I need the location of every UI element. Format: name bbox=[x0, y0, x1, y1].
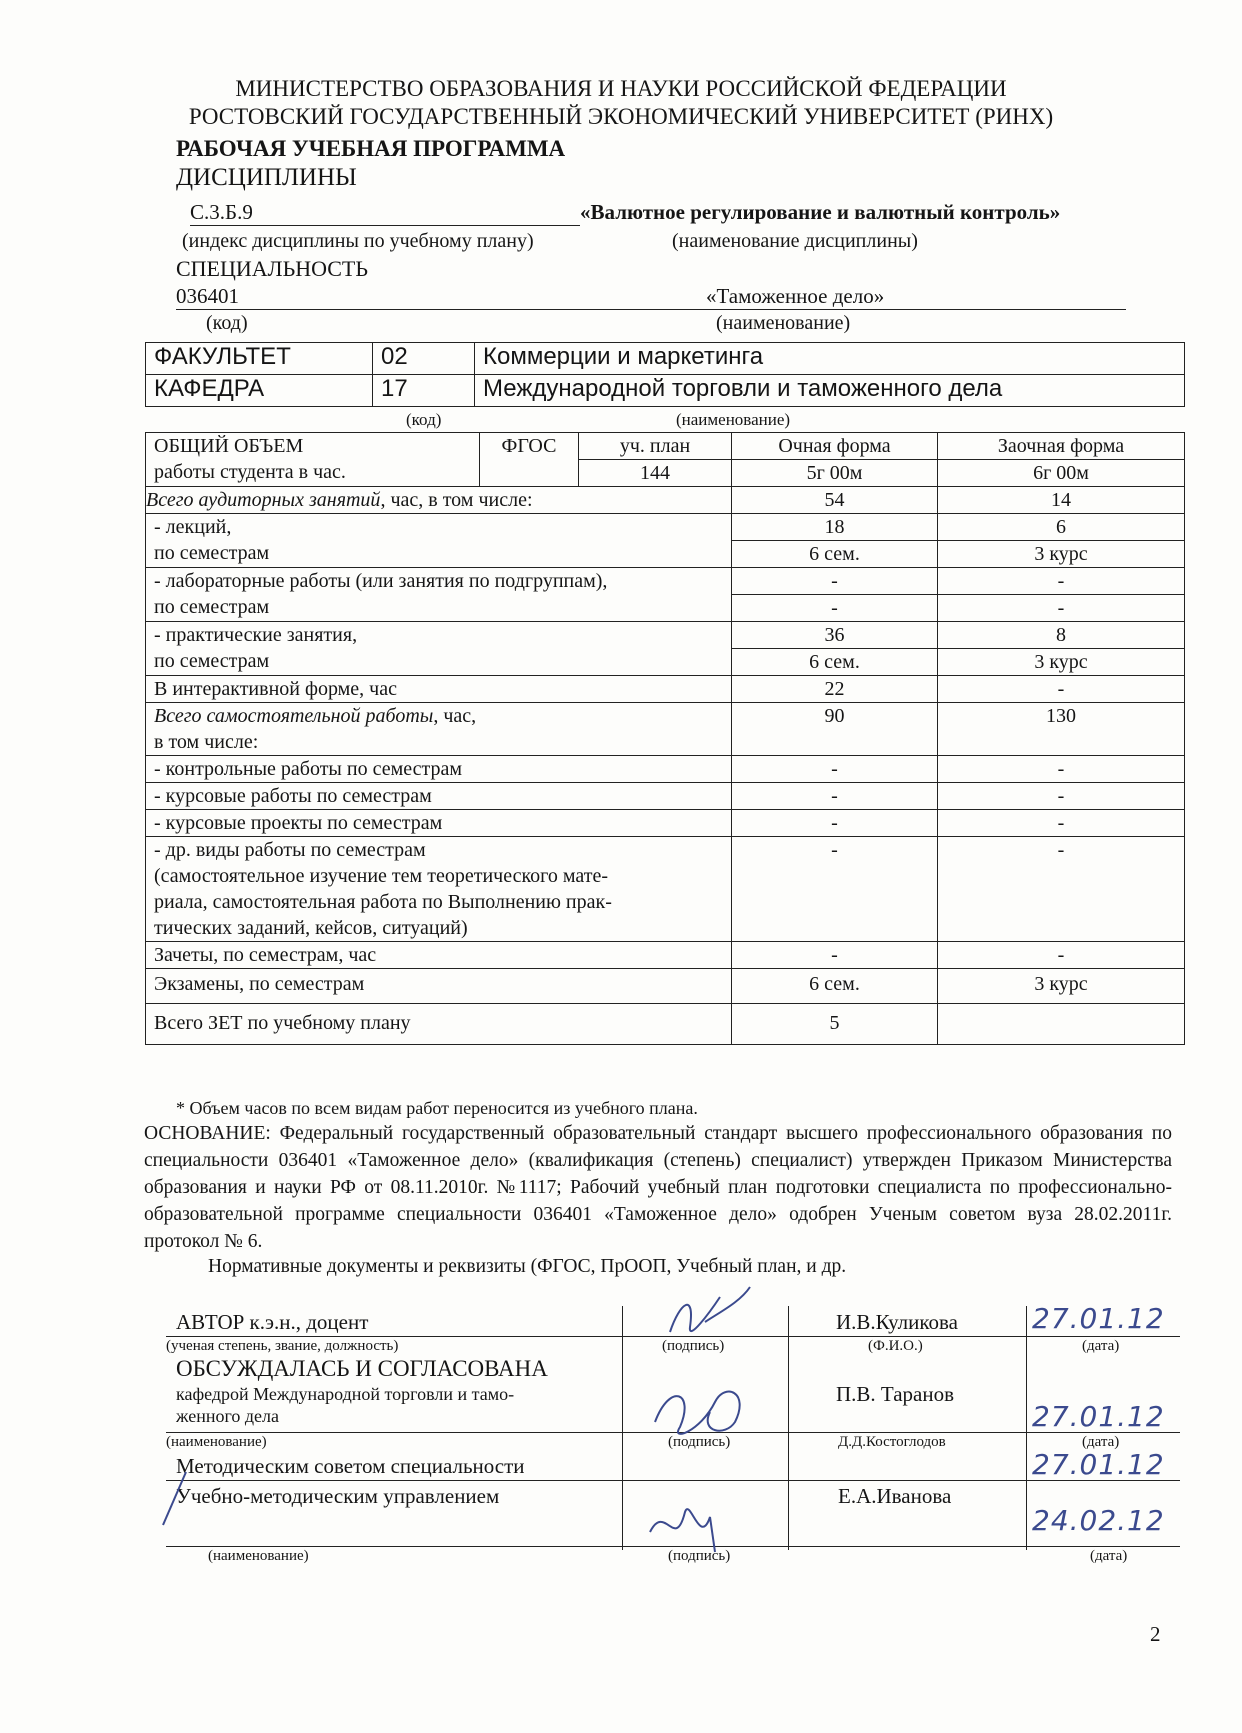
part-time-header: Заочная форма 6г 00м bbox=[938, 433, 1185, 487]
table-row bbox=[146, 343, 1185, 375]
faculty-code-caption: (код) bbox=[406, 410, 442, 429]
basis-text: ОСНОВАНИЕ: Федеральный государственный образовательный стандарт высшего профессионального образования по специальности 036401 «Таможенное дело» (квалификация (степень) специалист) утвержден Приказом Министерства образования и науки РФ от 08.11.2010г. №1117; Рабочий учебный план подготовки специалиста по профессионально-образовательной программе специальности 036401 «Таможенное дело» одобрен Ученым советом вуза 28.02.2011г. протокол № 6. bbox=[144, 1123, 1172, 1252]
ministry-title: МИНИСТЕРСТВО ОБРАЗОВАНИЯ И НАУКИ РОССИЙСКОЙ ФЕДЕРАЦИИ bbox=[235, 76, 1007, 101]
table-row: - практические занятия, по семестрам 36 6 сем. 8 3 курс bbox=[146, 622, 1185, 676]
department-name: Международной торговли и таможенного дела bbox=[475, 375, 1185, 407]
faculty-table bbox=[145, 342, 1185, 407]
faculty-name-caption: (наименование) bbox=[676, 410, 791, 429]
discipline-label: ДИСЦИПЛИНЫ bbox=[176, 164, 357, 191]
author-name: И.В.Куликова bbox=[836, 1310, 958, 1334]
discussed-title: ОБСУЖДАЛАСЬ И СОГЛАСОВАНА bbox=[176, 1356, 548, 1381]
full-time-header: Очная форма 5г 00м bbox=[732, 433, 938, 487]
faculty-code: 02 bbox=[373, 343, 475, 375]
author-caption: (ученая степень, звание, должность) bbox=[166, 1338, 399, 1354]
hours-table bbox=[145, 432, 1185, 1045]
fio-caption: (Ф.И.О.) bbox=[868, 1338, 923, 1354]
umu-name: Е.А.Иванова bbox=[838, 1484, 952, 1508]
umu-signature bbox=[640, 1492, 740, 1562]
department-label: КАФЕДРА bbox=[146, 375, 373, 407]
plan-header: уч. план 144 bbox=[579, 433, 732, 487]
date-caption: (дата) bbox=[1090, 1548, 1128, 1564]
author-signature bbox=[650, 1282, 770, 1352]
table-row: Экзамены, по семестрам 6 сем. 3 курс bbox=[146, 969, 1185, 1004]
normative-docs: Нормативные документы и реквизиты (ФГОС, ПрООП, Учебный план, и др. bbox=[208, 1256, 847, 1277]
volume-label: ОБЩИЙ ОБЪЕМ работы студента в час. bbox=[146, 433, 480, 487]
sign-caption: (подпись) bbox=[668, 1548, 731, 1564]
naming-caption: (наименование) bbox=[208, 1548, 309, 1564]
divider bbox=[788, 1306, 789, 1550]
table-row: Всего ЗЕТ по учебному плану 5 bbox=[146, 1004, 1185, 1045]
specialty-label: СПЕЦИАЛЬНОСТЬ bbox=[176, 256, 369, 281]
table-row: Всего самостоятельной работы, час, в том числе: 90 130 bbox=[146, 703, 1185, 756]
author-label: АВТОР к.э.н., доцент bbox=[176, 1310, 369, 1334]
naming-caption: (наименование) bbox=[166, 1434, 267, 1450]
table-row: Всего аудиторных занятий, час, в том числе: 54 14 bbox=[146, 487, 1185, 514]
divider bbox=[1026, 1306, 1027, 1550]
university-title: РОСТОВСКИЙ ГОСУДАРСТВЕННЫЙ ЭКОНОМИЧЕСКИЙ УНИВЕРСИТЕТ (РИНХ) bbox=[188, 104, 1054, 129]
table-row: - др. виды работы по семестрам (самостоятельное изучение тем теоретического мате- риала, самостоятельная работа по Выполнению прак- тических заданий, кейсов, ситуаций) - - bbox=[146, 837, 1185, 942]
table-row: - курсовые проекты по семестрам - - bbox=[146, 810, 1185, 837]
name-caption: (наименование дисциплины) bbox=[672, 230, 918, 252]
naming-caption: (наименование) bbox=[716, 312, 851, 334]
umu-date: 24.02.12 bbox=[1032, 1504, 1165, 1537]
date-caption: (дата) bbox=[1082, 1434, 1120, 1450]
table-row bbox=[146, 375, 1185, 407]
table-row: В интерактивной форме, час 22 - bbox=[146, 676, 1185, 703]
index-caption: (индекс дисциплины по учебному плану) bbox=[182, 230, 534, 252]
specialty-code: 036401 bbox=[176, 284, 706, 310]
sign-caption: (подпись) bbox=[668, 1434, 731, 1450]
faculty-name: Коммерции и маркетинга bbox=[475, 343, 1185, 375]
dept-signer2: Д.Д.Костоглодов bbox=[838, 1434, 946, 1450]
faculty-label: ФАКУЛЬТЕТ bbox=[146, 343, 373, 375]
program-title: РАБОЧАЯ УЧЕБНАЯ ПРОГРАММА bbox=[176, 136, 566, 161]
dept-line2: женного дела bbox=[176, 1406, 280, 1426]
page-number: 2 bbox=[1150, 1622, 1161, 1646]
department-code: 17 bbox=[373, 375, 475, 407]
umu-label: Учебно-методическим управлением bbox=[176, 1484, 500, 1508]
footnote: * Объем часов по всем видам работ переносится из учебного плана. bbox=[176, 1098, 698, 1118]
table-row: - контрольные работы по семестрам - - bbox=[146, 756, 1185, 783]
table-row: - курсовые работы по семестрам - - bbox=[146, 783, 1185, 810]
council-label: Методическим советом специальности bbox=[176, 1454, 525, 1478]
dept-signature bbox=[640, 1372, 770, 1452]
divider bbox=[166, 1480, 1180, 1481]
dept-date: 27.01.12 bbox=[1032, 1400, 1165, 1433]
council-date: 27.01.12 bbox=[1032, 1448, 1165, 1481]
table-row bbox=[146, 433, 1185, 487]
specialty-name: «Таможенное дело» bbox=[706, 284, 1126, 310]
discipline-name: «Валютное регулирование и валютный контроль» bbox=[580, 200, 1061, 224]
discipline-index: С.3.Б.9 bbox=[190, 200, 580, 226]
sign-caption: (подпись) bbox=[662, 1338, 725, 1354]
date-caption: (дата) bbox=[1082, 1338, 1120, 1354]
code-caption: (код) bbox=[206, 312, 248, 334]
table-row: - лекций, по семестрам 18 6 сем. 6 3 курс bbox=[146, 514, 1185, 568]
table-row: - лабораторные работы (или занятия по подгруппам), по семестрам - - - - bbox=[146, 568, 1185, 622]
table-row: Зачеты, по семестрам, час - - bbox=[146, 942, 1185, 969]
check-mark bbox=[158, 1470, 198, 1530]
dept-line1: кафедрой Международной торговли и тамо- bbox=[176, 1384, 515, 1404]
dept-signer: П.В. Таранов bbox=[836, 1382, 955, 1406]
author-date: 27.01.12 bbox=[1032, 1302, 1165, 1335]
divider bbox=[622, 1306, 623, 1550]
fgos-header: ФГОС bbox=[480, 433, 579, 487]
